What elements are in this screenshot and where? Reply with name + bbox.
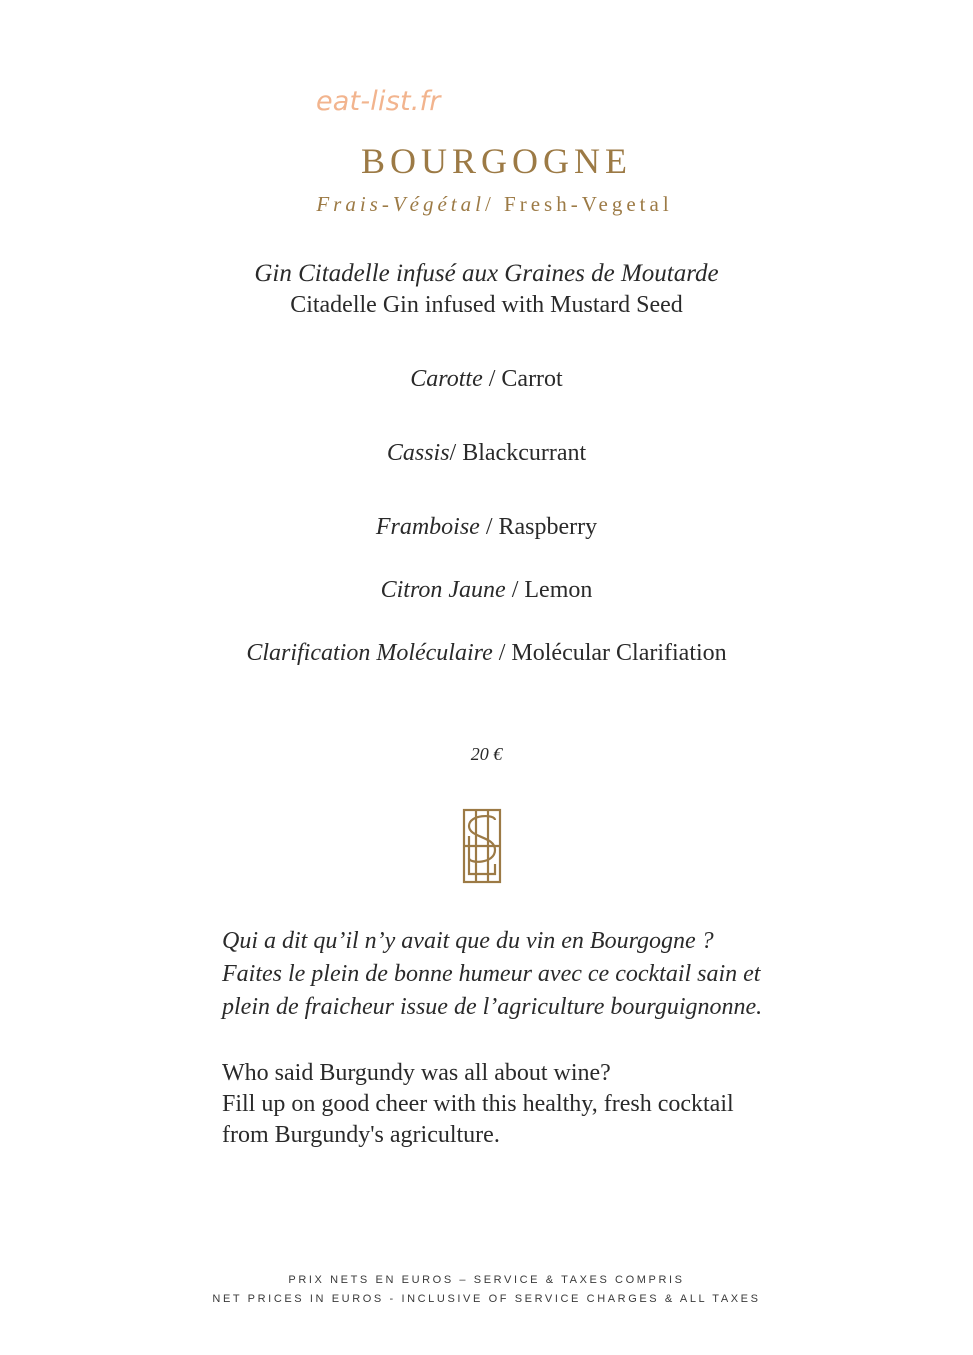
ingredient-separator: / — [449, 440, 463, 466]
ingredient-item — [0, 440, 973, 467]
menu-subtitle — [0, 192, 973, 217]
description-en-line: from Burgundy's agriculture. — [222, 1122, 500, 1148]
base-spirit-fr: Gin Citadelle infusé aux Graines de Moutarde — [254, 260, 719, 287]
description-fr-line: Qui a dit qu’il n’y avait que du vin en Bourgogne ? — [222, 928, 714, 954]
price: 20 € — [470, 744, 503, 764]
description-en — [222, 1058, 782, 1151]
ingredient-item — [0, 640, 973, 667]
ingredient-item — [0, 366, 973, 393]
ingredient-en: Molécular Clarifiation — [511, 640, 727, 666]
base-spirit-en: Citadelle Gin infused with Mustard Seed — [290, 292, 683, 318]
ingredient-fr: Citron Jaune — [380, 577, 506, 603]
ingredient-en: Raspberry — [498, 514, 598, 540]
ingredient-fr: Carotte — [410, 366, 483, 392]
ingredient-separator: / — [482, 366, 502, 392]
ingredient-fr: Clarification Moléculaire — [246, 640, 493, 666]
subtitle-en: Fresh-Vegetal — [504, 192, 673, 216]
ingredient-separator: / — [505, 577, 525, 603]
footer-note-fr: PRIX NETS EN EUROS – SERVICE & TAXES COMPRIS — [288, 1274, 685, 1286]
ingredient-item — [0, 514, 973, 541]
menu-title: BOURGOGNE — [360, 141, 632, 181]
ingredient-en: Lemon — [524, 577, 593, 603]
ingredient-separator: / — [492, 640, 512, 666]
watermark: eat-list.fr — [316, 86, 441, 117]
description-fr — [222, 925, 782, 1024]
ingredient-fr: Cassis — [386, 440, 450, 466]
ingredient-item — [0, 577, 973, 604]
subtitle-fr: Frais-Végétal — [316, 192, 485, 216]
description-fr-line: plein de fraicheur issue de l’agriculture bourguignonne. — [222, 994, 763, 1020]
description-en-line: Fill up on good cheer with this healthy, fresh cocktail — [222, 1091, 734, 1117]
subtitle-separator: / — [484, 192, 505, 216]
footer-note-en: NET PRICES IN EUROS - INCLUSIVE OF SERVICE CHARGES & ALL TAXES — [212, 1293, 761, 1305]
monogram-logo-icon — [462, 808, 502, 884]
ingredient-separator: / — [479, 514, 499, 540]
ingredient-fr: Framboise — [375, 514, 480, 540]
description-en-line: Who said Burgundy was all about wine? — [222, 1060, 611, 1086]
ingredient-en: Blackcurrant — [462, 440, 587, 466]
ingredient-en: Carrot — [501, 366, 563, 392]
description-fr-line: Faites le plein de bonne humeur avec ce cocktail sain et — [222, 961, 761, 987]
